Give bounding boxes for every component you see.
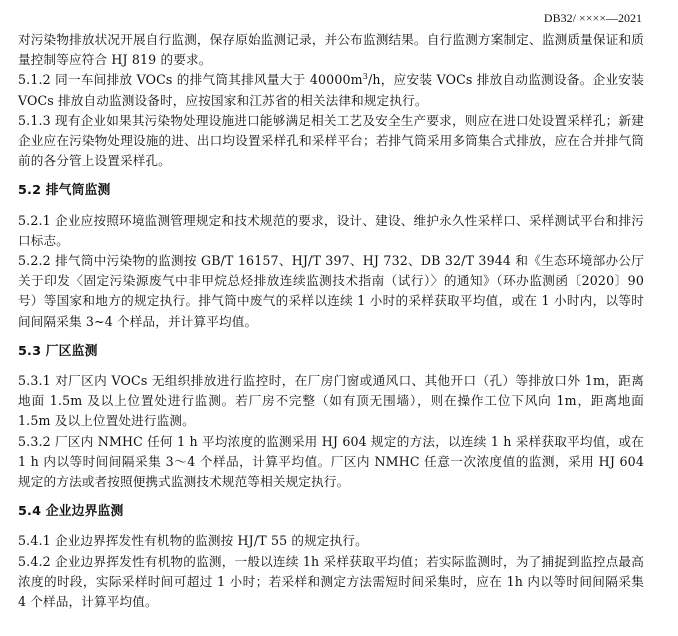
paragraph-5-2-2: 5.2.2 排气筒中污染物的监测按 GB/T 16157、HJ/T 397、HJ 732、DB 32/T 3944 和《生态环境部办公厅关于印发〈固定污染源废气中非甲烷总烃排放连续监测技术指南（试行）〉的通知》（环办监测函〔2020〕90 号）等国家和地方的规定执行。排气筒中废气的采样以连续 1 小时的采样获取平均值，或在 1 小时内，以等时间间隔采集 3~4 个样品，并计算平均值。 (18, 253, 644, 329)
standard-code: DB32/ ××××—2021 (543, 11, 642, 25)
paragraph-5-4-1: 5.4.1 企业边界挥发性有机物的监测按 HJ/T 55 的规定执行。 (18, 533, 368, 549)
paragraph-5-2-1: 5.2.1 企业应按照环境监测管理规定和技术规范的要求，设计、建设、维护永久性采样口、采样测试平台和排污口标志。 (18, 212, 644, 248)
section-gap (18, 492, 644, 502)
section-heading-5-2: 5.2 排气筒监测 (18, 183, 111, 199)
paragraph-intro: 对污染物排放状况开展自行监测，保存原始监测记录，并公布监测结果。自行监测方案制定、监测质量保证和质量控制等应符合 HJ 819 的要求。 (18, 32, 644, 68)
section-gap (18, 332, 644, 342)
section-gap (18, 171, 644, 181)
paragraph-5-1-2-part2: /h，应安装 VOCs 排放自动监测设备。企业安装 VOCs 排放自动监测设备时，应按国家和江苏省的相关法律和规定执行。 (18, 72, 644, 108)
section-heading-5-4: 5.4 企业边界监测 (18, 504, 124, 520)
superscript-3: 3 (362, 72, 368, 82)
section-gap (18, 362, 644, 371)
paragraph-5-4-2: 5.4.2 企业边界挥发性有机物的监测，一般以连续 1h 采样获取平均值；若实际监测时，为了捕捉到监控点最高浓度的时段，实际采样时间可超过 1 小时；若采样和测定方法需短时间采集时，应在 1h 内以等时间间隔采集 4 个样品，计算平均值。 (18, 553, 644, 610)
section-gap (18, 202, 644, 211)
section-heading-5-3: 5.3 厂区监测 (18, 343, 98, 359)
paragraph-5-1-3: 5.1.3 现有企业如果其污染物处理设施进口能够满足相关工艺及安全生产要求，则应在进口处设置采样孔；新建企业应在污染物处理设施的进、出口均设置采样孔和采样平台；若排气筒采用多筒集合式排放，应在合并排气筒前的各分管上设置采样孔。 (18, 112, 644, 169)
document-body (18, 30, 644, 612)
paragraph-5-1-2 (18, 70, 644, 110)
paragraph-5-3-2: 5.3.2 厂区内 NMHC 任何 1 h 平均浓度的监测采用 HJ 604 规定的方法，以连续 1 h 采样获取平均值，或在 1 h 内以等时间间隔采集 3～4 个样品，计算平均值。厂区内 NMHC 任意一次浓度值的监测，采用 HJ 604 规定的方法或者按照便携式监测技术规范等相关规定执行。 (18, 433, 644, 490)
paragraph-5-1-2-part1: 5.1.2 同一车间排放 VOCs 的排气筒其排风量大于 40000m (18, 72, 363, 88)
paragraph-5-3-1: 5.3.1 对厂区内 VOCs 无组织排放进行监控时，在厂房门窗或通风口、其他开口（孔）等排放口外 1m，距离地面 1.5m 及以上位置处进行监测。若厂房不完整（如有顶无围墙），则在操作工位下风向 1m，距离地面 1.5m 及以上位置处进行监测。 (18, 373, 644, 429)
section-gap (18, 522, 644, 531)
